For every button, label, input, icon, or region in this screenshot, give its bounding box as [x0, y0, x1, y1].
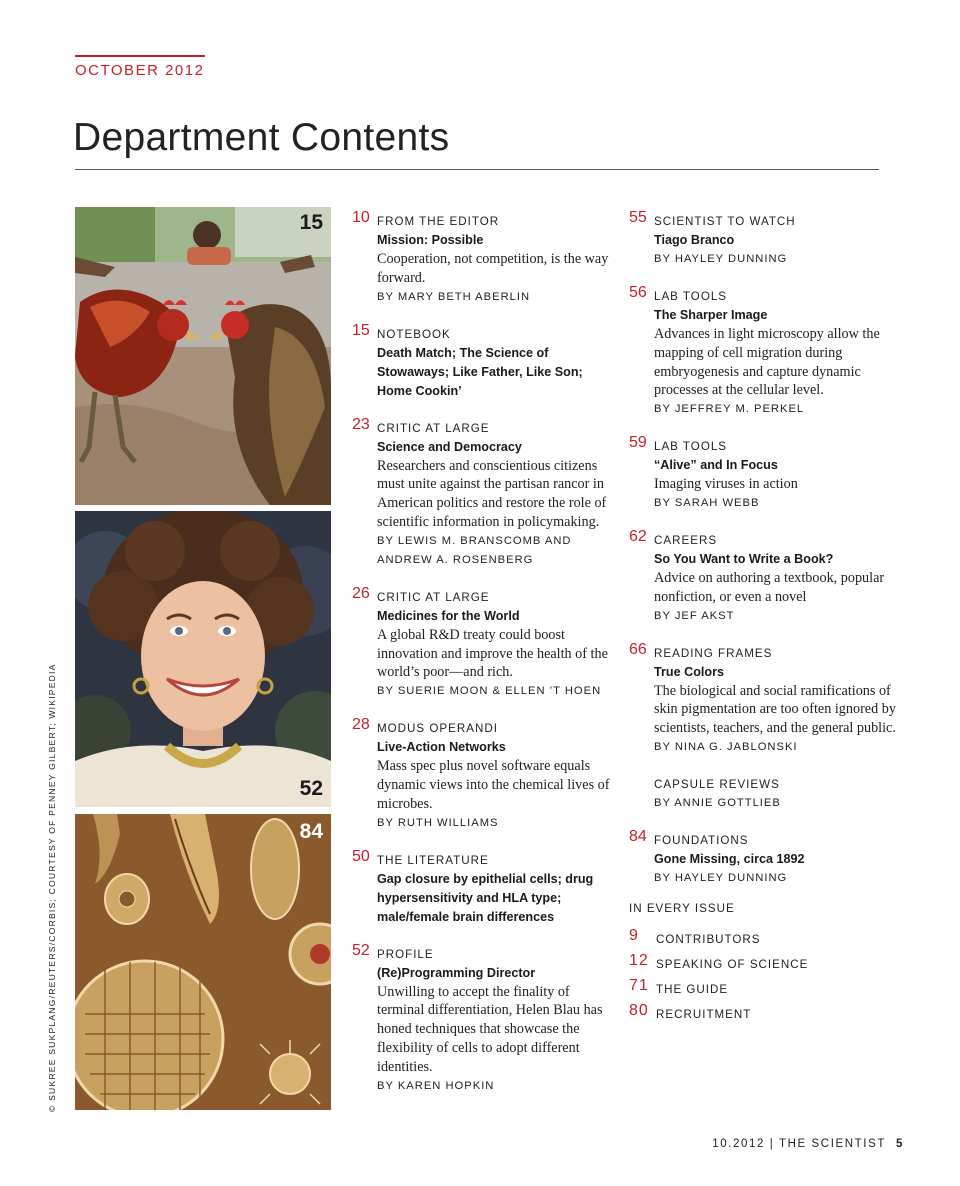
entry-headline: Medicines for the World: [377, 608, 520, 623]
item-label: SPEAKING OF SCIENCE: [656, 957, 809, 971]
contents-column-middle: [352, 209, 614, 1096]
entry-page-number: 66: [629, 640, 647, 658]
every-issue-item[interactable]: [629, 1001, 899, 1030]
entry-headline: (Re)Programming Director: [377, 965, 536, 980]
entry-department: FOUNDATIONS: [654, 833, 749, 847]
contents-entry[interactable]: [352, 415, 614, 570]
entry-headline: Tiago Branco: [654, 233, 735, 247]
entry-headline: Science and Democracy: [377, 439, 522, 454]
page-footer: [712, 1138, 904, 1150]
photo-page-number: 15: [299, 211, 323, 234]
title-rule: [75, 169, 879, 170]
entry-headline: True Colors: [654, 664, 724, 679]
entry-headline: Mission: Possible: [377, 233, 484, 247]
entry-page-number: 26: [352, 584, 370, 602]
entry-page-number: 59: [629, 434, 647, 452]
entry-page-number: 28: [352, 716, 370, 734]
entry-headline: Gone Missing, circa 1892: [654, 851, 805, 866]
footer-page-number: 5: [896, 1138, 904, 1150]
entry-byline: BY JEF AKST: [654, 609, 735, 622]
item-page-number: 71: [629, 976, 649, 994]
entry-headline: So You Want to Write a Book?: [654, 551, 834, 566]
contents-entry[interactable]: [629, 775, 899, 813]
entry-description: Mass spec plus novel software equals dynamic views into the chemical lives of microbes.: [377, 758, 610, 812]
entry-byline: BY HAYLEY DUNNING: [654, 253, 788, 265]
item-label: THE GUIDE: [656, 982, 729, 996]
photo-roosters[interactable]: [75, 207, 331, 505]
contents-column-right: [629, 209, 899, 1030]
photo-microorganisms[interactable]: [75, 814, 331, 1110]
contents-entry[interactable]: [352, 941, 614, 1096]
item-label: CONTRIBUTORS: [656, 932, 761, 946]
entry-description: A global R&D treaty could boost innovation and improve the health of the world’s poor—and rich.: [377, 626, 608, 681]
entry-byline: BY SUERIE MOON & ELLEN ’T HOEN: [377, 685, 602, 698]
contents-entry[interactable]: [352, 584, 614, 701]
contents-entry[interactable]: [629, 827, 899, 888]
every-issue-list: [629, 926, 899, 1030]
entry-byline: BY ANNIE GOTTLIEB: [654, 796, 781, 809]
entry-byline: BY JEFFREY M. PERKEL: [654, 403, 805, 416]
entry-department: THE LITERATURE: [377, 853, 489, 867]
entry-department: CAREERS: [654, 533, 718, 547]
item-page-number: 12: [629, 951, 649, 969]
contents-entry[interactable]: [629, 434, 899, 513]
page-title: Department Contents: [73, 116, 450, 159]
entry-page-number: 56: [629, 284, 647, 301]
entry-department: PROFILE: [377, 947, 434, 961]
footer-issue-label: 10.2012 | THE SCIENTIST: [712, 1138, 886, 1150]
entry-department: LAB TOOLS: [654, 440, 728, 454]
contents-entry[interactable]: [352, 847, 614, 927]
entry-page-number: 84: [629, 827, 647, 845]
entry-byline: BY KAREN HOPKIN: [377, 1079, 495, 1092]
entry-description: Advances in light microscopy allow the mapping of cell migration during embryogenesis and capture dynamic processes at the cellular level.: [654, 326, 880, 399]
entry-headline: Gap closure by epithelial cells; drug hypersensitivity and HLA type; male/female brain differences: [377, 871, 594, 924]
entry-page-number: 50: [352, 847, 370, 865]
entry-byline: BY MARY BETH ABERLIN: [377, 290, 531, 303]
contents-entry[interactable]: [629, 527, 899, 626]
entry-byline: BY NINA G. JABLONSKI: [654, 740, 798, 753]
entry-department: MODUS OPERANDI: [377, 722, 498, 736]
photo-page-number: 52: [299, 777, 323, 800]
contents-entry[interactable]: [352, 321, 614, 401]
entry-byline: BY HAYLEY DUNNING: [654, 871, 788, 884]
entry-byline: BY SARAH WEBB: [654, 496, 760, 509]
item-page-number: 9: [629, 926, 639, 944]
entry-description: Advice on authoring a textbook, popular nonfiction, or even a novel: [654, 569, 885, 605]
entry-byline: BY LEWIS M. BRANSCOMB AND ANDREW A. ROSENBERG: [377, 534, 572, 566]
photo-portrait[interactable]: [75, 511, 331, 807]
entry-department: LAB TOOLS: [654, 290, 728, 303]
entry-headline: The Sharper Image: [654, 308, 768, 322]
entry-department: CRITIC AT LARGE: [377, 421, 490, 435]
every-issue-item[interactable]: [629, 926, 899, 955]
entry-description: Imaging viruses in action: [654, 476, 798, 493]
entry-department: NOTEBOOK: [377, 327, 451, 341]
top-accent-rule: [75, 55, 205, 57]
item-page-number: 80: [629, 1001, 649, 1019]
entry-headline: Death Match; The Science of Stowaways; Like Father, Like Son; Home Cookin’: [377, 345, 583, 398]
entry-page-number: 55: [629, 209, 647, 226]
entry-page-number: 52: [352, 941, 370, 959]
entry-department: FROM THE EDITOR: [377, 215, 500, 228]
entry-description: Unwilling to accept the finality of terminal differentiation, Helen Blau has honed techniques that showcase the flexibility of cells to adopt different identities.: [377, 983, 603, 1075]
entry-headline: “Alive” and In Focus: [654, 458, 778, 473]
every-issue-heading: IN EVERY ISSUE: [629, 901, 735, 915]
every-issue-item[interactable]: [629, 951, 899, 980]
issue-date: OCTOBER 2012: [75, 62, 205, 79]
entry-page-number: 62: [629, 527, 647, 545]
entry-description: Cooperation, not competition, is the way forward.: [377, 251, 609, 286]
microorganism-image: [75, 814, 331, 1110]
entry-department: SCIENTIST TO WATCH: [654, 215, 796, 228]
contents-entry[interactable]: [629, 640, 899, 757]
portrait-image: [75, 511, 331, 807]
every-issue-item[interactable]: [629, 976, 899, 1005]
photo-page-number: 84: [299, 820, 323, 843]
entry-byline: BY RUTH WILLIAMS: [377, 816, 499, 829]
rooster-image: [75, 207, 331, 505]
entry-department: READING FRAMES: [654, 646, 773, 660]
entry-headline: Live-Action Networks: [377, 740, 506, 755]
entry-department: CAPSULE REVIEWS: [654, 777, 780, 791]
entry-description: The biological and social ramifications of skin pigmentation are too often ignored by scientists, teachers, and the general public.: [654, 682, 896, 737]
entry-page-number: 15: [352, 321, 370, 339]
contents-entry[interactable]: [629, 209, 899, 269]
contents-entry[interactable]: [352, 716, 614, 832]
item-label: RECRUITMENT: [656, 1007, 752, 1021]
contents-entry[interactable]: [629, 284, 899, 419]
entry-page-number: 23: [352, 415, 370, 433]
contents-entry[interactable]: [352, 209, 614, 307]
entry-department: CRITIC AT LARGE: [377, 590, 490, 604]
entry-page-number: 10: [352, 209, 370, 226]
photo-credit: © SUKREE SUKPLANG/REUTERS/CORBIS; COURTESY OF PENNEY GILBERT; WIKIPEDIA: [47, 663, 57, 1112]
entry-description: Researchers and conscientious citizens must unite against the partisan rancor in American politics and restore the role of scientific information in policymaking.: [377, 457, 607, 530]
